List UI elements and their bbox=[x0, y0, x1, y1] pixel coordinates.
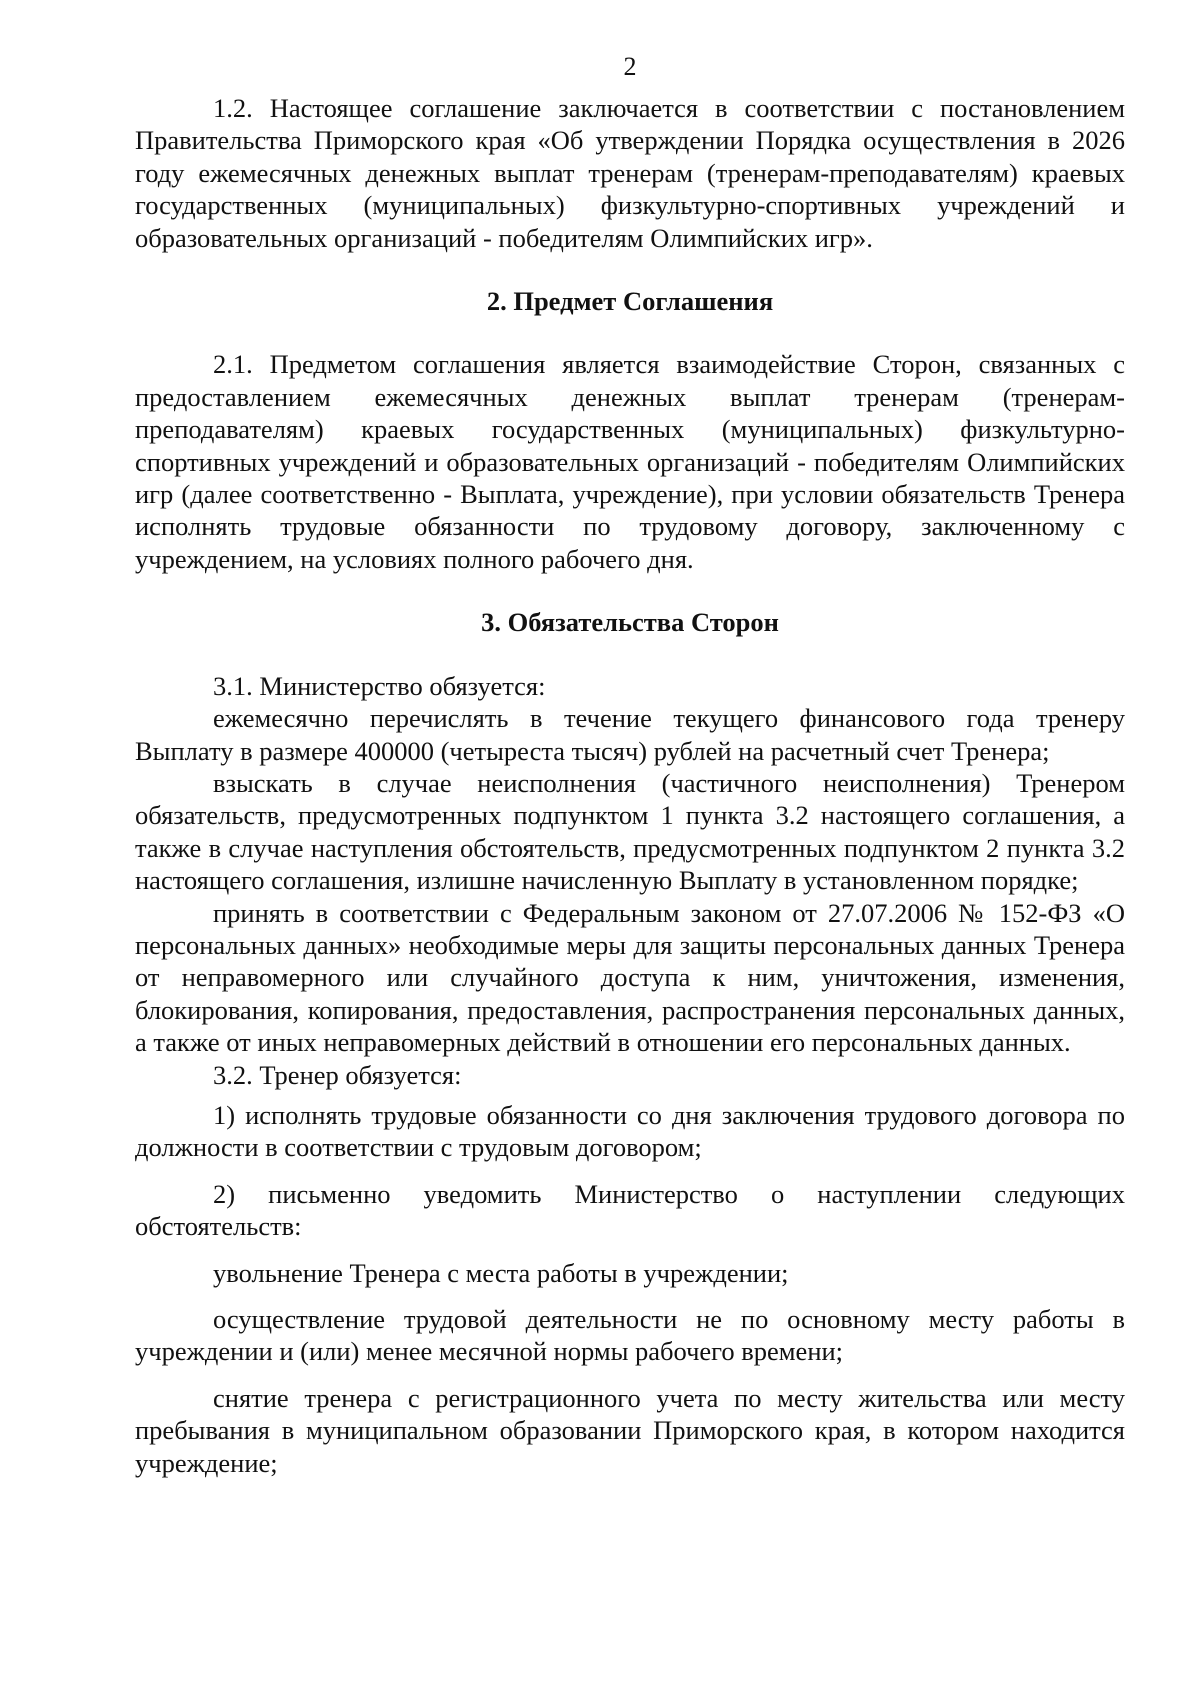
paragraph-3-2-2-a: увольнение Тренера с места работы в учреждении; bbox=[213, 1257, 789, 1288]
paragraph-2-1: 2.1. Предметом соглашения является взаимодействие Сторон, связанных с предоставлением ежемесячных денежных выплат тренерам (тренерам-преподавателям) краевых государственных (муниципальных) физкультурно-спортивных учреждений и образовательных организаций - победителям Олимпийских игр (далее соответственно - Выплата, учреждение), при условии обязательств Тренера исполнять трудовые обязанности по трудовому договору, заключенному с учреждением, на условиях полного рабочего дня. bbox=[135, 349, 1125, 574]
paragraph-1-2: 1.2. Настоящее соглашение заключается в соответствии с постановлением Правительства Приморского края «Об утверждении Порядка осуществления в 2026 году ежемесячных денежных выплат тренерам (тренерам-преподавателям) краевых государственных (муниципальных) физкультурно-спортивных учреждений и образовательных организаций - победителям Олимпийских игр». bbox=[135, 93, 1125, 253]
paragraph-3-2: 3.2. Тренер обязуется: bbox=[213, 1059, 462, 1090]
paragraph-3-2-2-c: снятие тренера с регистрационного учета по месту жительства или месту пребывания в муниципальном образовании Приморского края, в котором находится учреждение; bbox=[135, 1382, 1125, 1478]
section-heading-3: 3. Обязательства Сторон bbox=[481, 607, 779, 638]
paragraph-3-1-a: ежемесячно перечислять в течение текущего финансового года тренеру Выплату в размере 400000 (четыреста тысяч) рублей на расчетный счет Тренера; bbox=[135, 703, 1125, 766]
paragraph-3-1-c: принять в соответствии с Федеральным законом от 27.07.2006 № 152-ФЗ «О персональных данных» необходимые меры для защиты персональных данных Тренера от неправомерного или случайного доступа к ним, уничтожения, изменения, блокирования, копирования, предоставления, распространения персональных данных, а также от иных неправомерных действий в отношении его персональных данных. bbox=[135, 897, 1125, 1058]
paragraph-3-1: 3.1. Министерство обязуется: bbox=[213, 670, 546, 701]
paragraph-3-1-b: взыскать в случае неисполнения (частичного неисполнения) Тренером обязательств, предусмотренных подпунктом 1 пункта 3.2 настоящего соглашения, а также в случае наступления обстоятельств, предусмотренных подпунктом 2 пункта 3.2 настоящего соглашения, излишне начисленную Выплату в установленном порядке; bbox=[135, 767, 1125, 896]
paragraph-3-2-2-b: осуществление трудовой деятельности не по основному месту работы в учреждении и (или) менее месячной нормы рабочего времени; bbox=[135, 1304, 1125, 1367]
section-heading-2: 2. Предмет Соглашения bbox=[486, 286, 774, 317]
paragraph-3-2-2: 2) письменно уведомить Министерство о наступлении следующих обстоятельств: bbox=[135, 1178, 1125, 1242]
page-number: 2 bbox=[623, 52, 637, 81]
document-page bbox=[135, 52, 1125, 1479]
paragraph-3-2-1: 1) исполнять трудовые обязанности со дня заключения трудового договора по должности в соответствии с трудовым договором; bbox=[135, 1099, 1125, 1163]
